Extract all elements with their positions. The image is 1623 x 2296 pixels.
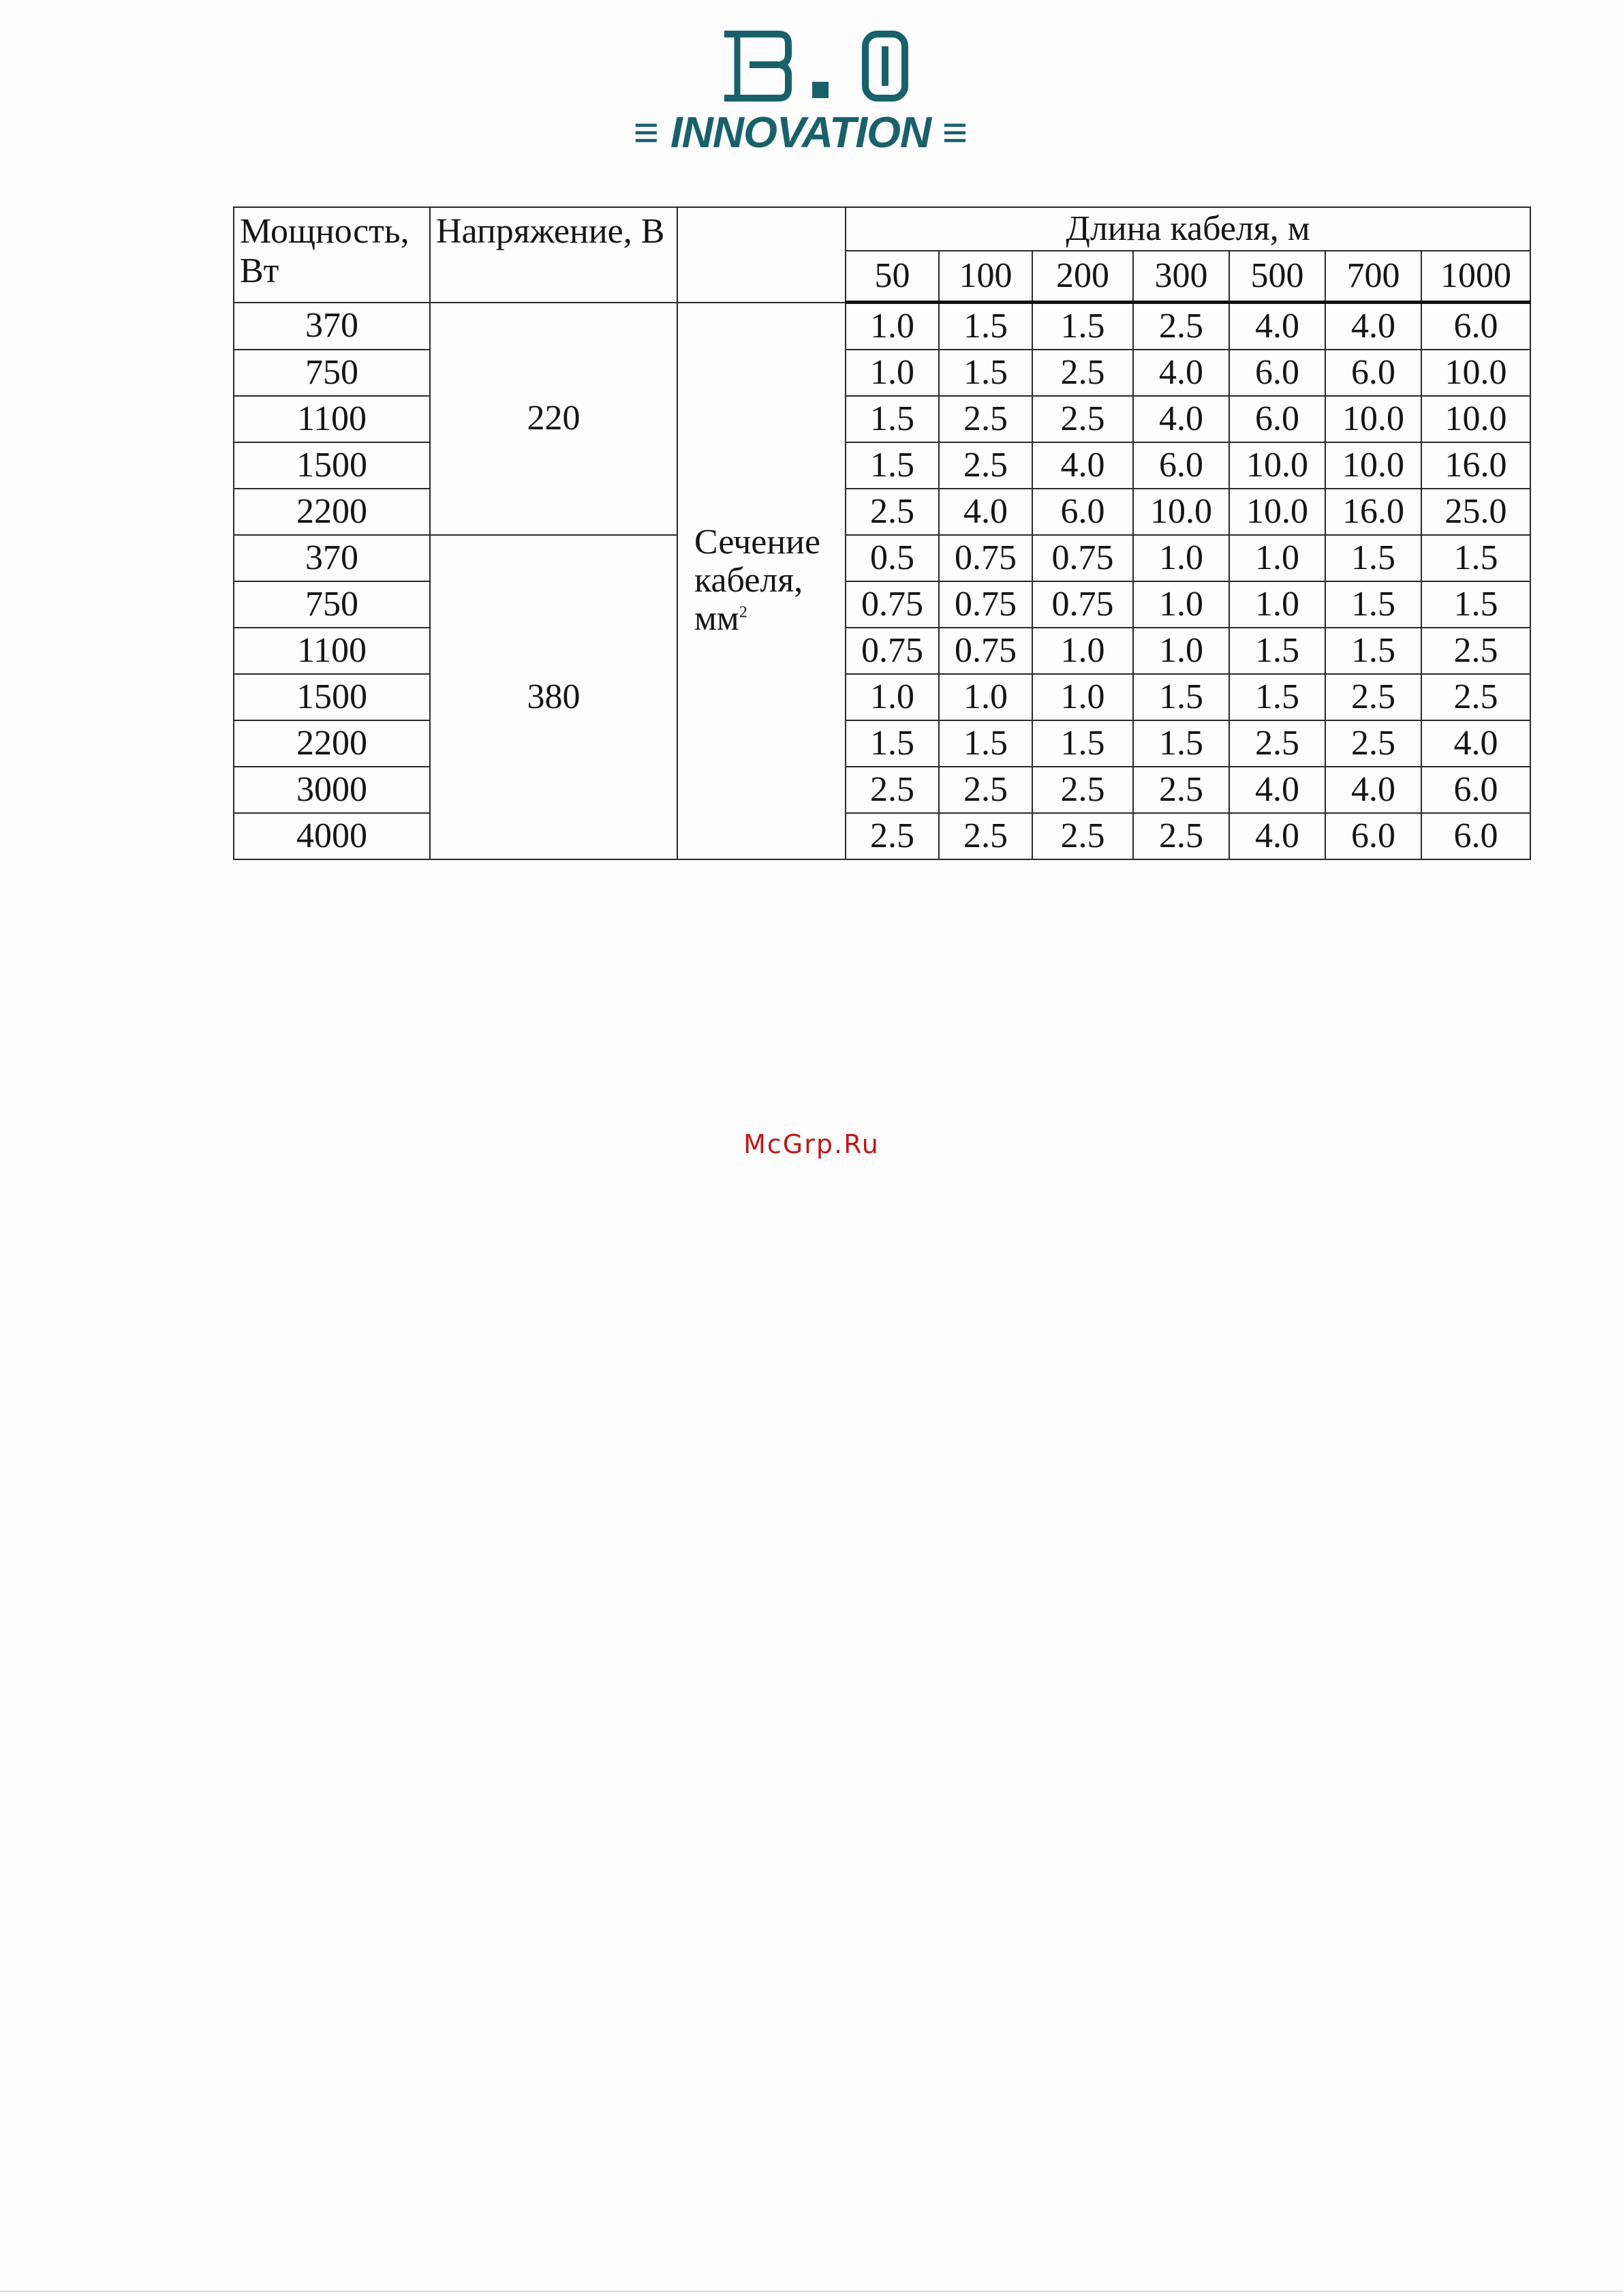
section-label-line2: кабеля,: [694, 561, 803, 600]
section-value-cell: 2.5: [1421, 674, 1530, 720]
length-1000: 1000: [1421, 251, 1530, 303]
section-value-cell: 6.0: [1421, 303, 1530, 350]
section-value-cell: 2.5: [1133, 303, 1229, 350]
voltage-header: Напряжение, В: [430, 207, 677, 303]
power-cell: 1100: [234, 628, 430, 674]
section-value-cell: 4.0: [939, 489, 1032, 535]
length-50: 50: [846, 251, 939, 303]
section-value-cell: 4.0: [1032, 442, 1133, 489]
section-value-cell: 1.0: [1229, 581, 1325, 628]
section-value-cell: 6.0: [1421, 813, 1530, 859]
power-cell: 2200: [234, 489, 430, 535]
section-value-cell: 2.5: [1133, 767, 1229, 813]
section-value-cell: 0.75: [939, 535, 1032, 581]
section-value-cell: 1.0: [1229, 535, 1325, 581]
power-cell: 3000: [234, 767, 430, 813]
power-cell: 2200: [234, 720, 430, 767]
section-value-cell: 2.5: [846, 813, 939, 859]
section-value-cell: 1.5: [939, 720, 1032, 767]
section-value-cell: 6.0: [1421, 767, 1530, 813]
section-value-cell: 1.5: [1229, 674, 1325, 720]
length-500: 500: [1229, 251, 1325, 303]
section-value-cell: 2.5: [939, 813, 1032, 859]
section-value-cell: 16.0: [1421, 442, 1530, 489]
section-value-cell: 1.5: [1133, 720, 1229, 767]
section-value-cell: 1.5: [1032, 303, 1133, 350]
section-value-cell: 1.5: [1421, 581, 1530, 628]
cable-section-table: [233, 206, 1531, 860]
watermark: McGrp.Ru: [743, 1129, 880, 1159]
section-value-cell: 2.5: [939, 396, 1032, 442]
speed-lines-left-icon: ≡: [633, 108, 660, 157]
length-300: 300: [1133, 251, 1229, 303]
section-value-cell: 6.0: [1325, 350, 1421, 396]
length-100: 100: [939, 251, 1032, 303]
section-value-cell: 1.0: [1133, 628, 1229, 674]
section-value-cell: 4.0: [1421, 720, 1530, 767]
power-cell: 750: [234, 350, 430, 396]
section-value-cell: 1.0: [939, 674, 1032, 720]
section-value-cell: 4.0: [1229, 303, 1325, 350]
section-label-sup: 2: [739, 604, 747, 622]
section-value-cell: 1.5: [1229, 628, 1325, 674]
table-body: [234, 303, 1530, 860]
section-value-cell: 2.5: [1421, 628, 1530, 674]
logo-mark-3-0: [613, 27, 988, 109]
section-value-cell: 10.0: [1229, 489, 1325, 535]
section-value-cell: 10.0: [1133, 489, 1229, 535]
section-value-cell: 1.5: [1032, 720, 1133, 767]
table-row: [234, 303, 1530, 350]
table-row: [234, 442, 1530, 489]
logo-name: INNOVATION: [670, 108, 931, 157]
table-row: [234, 674, 1530, 720]
section-value-cell: 0.75: [1032, 581, 1133, 628]
section-label-line1: Сечение: [694, 523, 821, 562]
section-value-cell: 0.75: [846, 581, 939, 628]
table-row: [234, 628, 1530, 674]
section-value-cell: 10.0: [1229, 442, 1325, 489]
section-value-cell: 0.5: [846, 535, 939, 581]
section-value-cell: 0.75: [939, 628, 1032, 674]
section-value-cell: 10.0: [1421, 350, 1530, 396]
logo-wordmark: [613, 108, 988, 157]
table-row: [234, 396, 1530, 442]
length-700: 700: [1325, 251, 1421, 303]
section-value-cell: 0.75: [846, 628, 939, 674]
section-value-cell: 6.0: [1229, 396, 1325, 442]
speed-lines-right-icon: ≡: [942, 108, 968, 157]
section-value-cell: 2.5: [846, 767, 939, 813]
power-cell: 1500: [234, 442, 430, 489]
section-value-cell: 1.5: [1325, 581, 1421, 628]
section-value-cell: 4.0: [1229, 813, 1325, 859]
section-value-cell: 2.5: [1229, 720, 1325, 767]
section-value-cell: 10.0: [1325, 442, 1421, 489]
table-row: [234, 489, 1530, 535]
section-value-cell: 1.5: [939, 350, 1032, 396]
section-value-cell: 4.0: [1133, 396, 1229, 442]
section-value-cell: 25.0: [1421, 489, 1530, 535]
section-value-cell: 1.5: [846, 396, 939, 442]
section-label-unit: мм: [694, 599, 739, 639]
section-header-blank: [677, 207, 846, 303]
table-row: [234, 720, 1530, 767]
section-value-cell: 4.0: [1133, 350, 1229, 396]
power-cell: 4000: [234, 813, 430, 859]
section-value-cell: 1.0: [846, 350, 939, 396]
table-row: [234, 581, 1530, 628]
section-value-cell: 16.0: [1325, 489, 1421, 535]
section-value-cell: 4.0: [1325, 767, 1421, 813]
section-value-cell: 4.0: [1229, 767, 1325, 813]
section-value-cell: 4.0: [1325, 303, 1421, 350]
section-value-cell: 10.0: [1421, 396, 1530, 442]
section-value-cell: 2.5: [1032, 396, 1133, 442]
section-value-cell: 1.0: [846, 674, 939, 720]
length-200: 200: [1032, 251, 1133, 303]
section-value-cell: 1.5: [1421, 535, 1530, 581]
section-value-cell: 2.5: [1032, 350, 1133, 396]
section-value-cell: 10.0: [1325, 396, 1421, 442]
section-value-cell: 2.5: [1032, 813, 1133, 859]
section-value-cell: 1.5: [846, 442, 939, 489]
section-value-cell: 1.5: [1325, 628, 1421, 674]
power-cell: 1500: [234, 674, 430, 720]
section-value-cell: 2.5: [1032, 767, 1133, 813]
section-value-cell: 1.5: [846, 720, 939, 767]
section-value-cell: 1.0: [1032, 628, 1133, 674]
power-cell: 370: [234, 303, 430, 350]
cable-section-label: [677, 303, 846, 860]
section-value-cell: 6.0: [1032, 489, 1133, 535]
brand-logo: [613, 27, 988, 157]
section-value-cell: 1.5: [939, 303, 1032, 350]
page-bottom-rule: [0, 2291, 1623, 2292]
section-value-cell: 1.5: [1325, 535, 1421, 581]
section-value-cell: 6.0: [1229, 350, 1325, 396]
section-value-cell: 0.75: [939, 581, 1032, 628]
section-value-cell: 6.0: [1325, 813, 1421, 859]
section-value-cell: 2.5: [1133, 813, 1229, 859]
section-value-cell: 2.5: [1325, 720, 1421, 767]
section-value-cell: 2.5: [1325, 674, 1421, 720]
section-value-cell: 1.0: [1133, 535, 1229, 581]
voltage-cell: 380: [430, 535, 677, 859]
section-value-cell: 1.0: [1032, 674, 1133, 720]
table-row: [234, 350, 1530, 396]
section-value-cell: 2.5: [846, 489, 939, 535]
section-value-cell: 1.5: [1133, 674, 1229, 720]
length-header: Длина кабеля, м: [846, 207, 1530, 251]
section-value-cell: 0.75: [1032, 535, 1133, 581]
voltage-cell: 220: [430, 303, 677, 536]
power-cell: 1100: [234, 396, 430, 442]
power-header: Мощность, Вт: [234, 207, 430, 303]
section-value-cell: 1.0: [1133, 581, 1229, 628]
section-value-cell: 2.5: [939, 442, 1032, 489]
table-row: [234, 767, 1530, 813]
power-cell: 370: [234, 535, 430, 581]
table-row: [234, 813, 1530, 859]
section-value-cell: 6.0: [1133, 442, 1229, 489]
power-cell: 750: [234, 581, 430, 628]
table-row: [234, 535, 1530, 581]
section-value-cell: 2.5: [939, 767, 1032, 813]
section-value-cell: 1.0: [846, 303, 939, 350]
